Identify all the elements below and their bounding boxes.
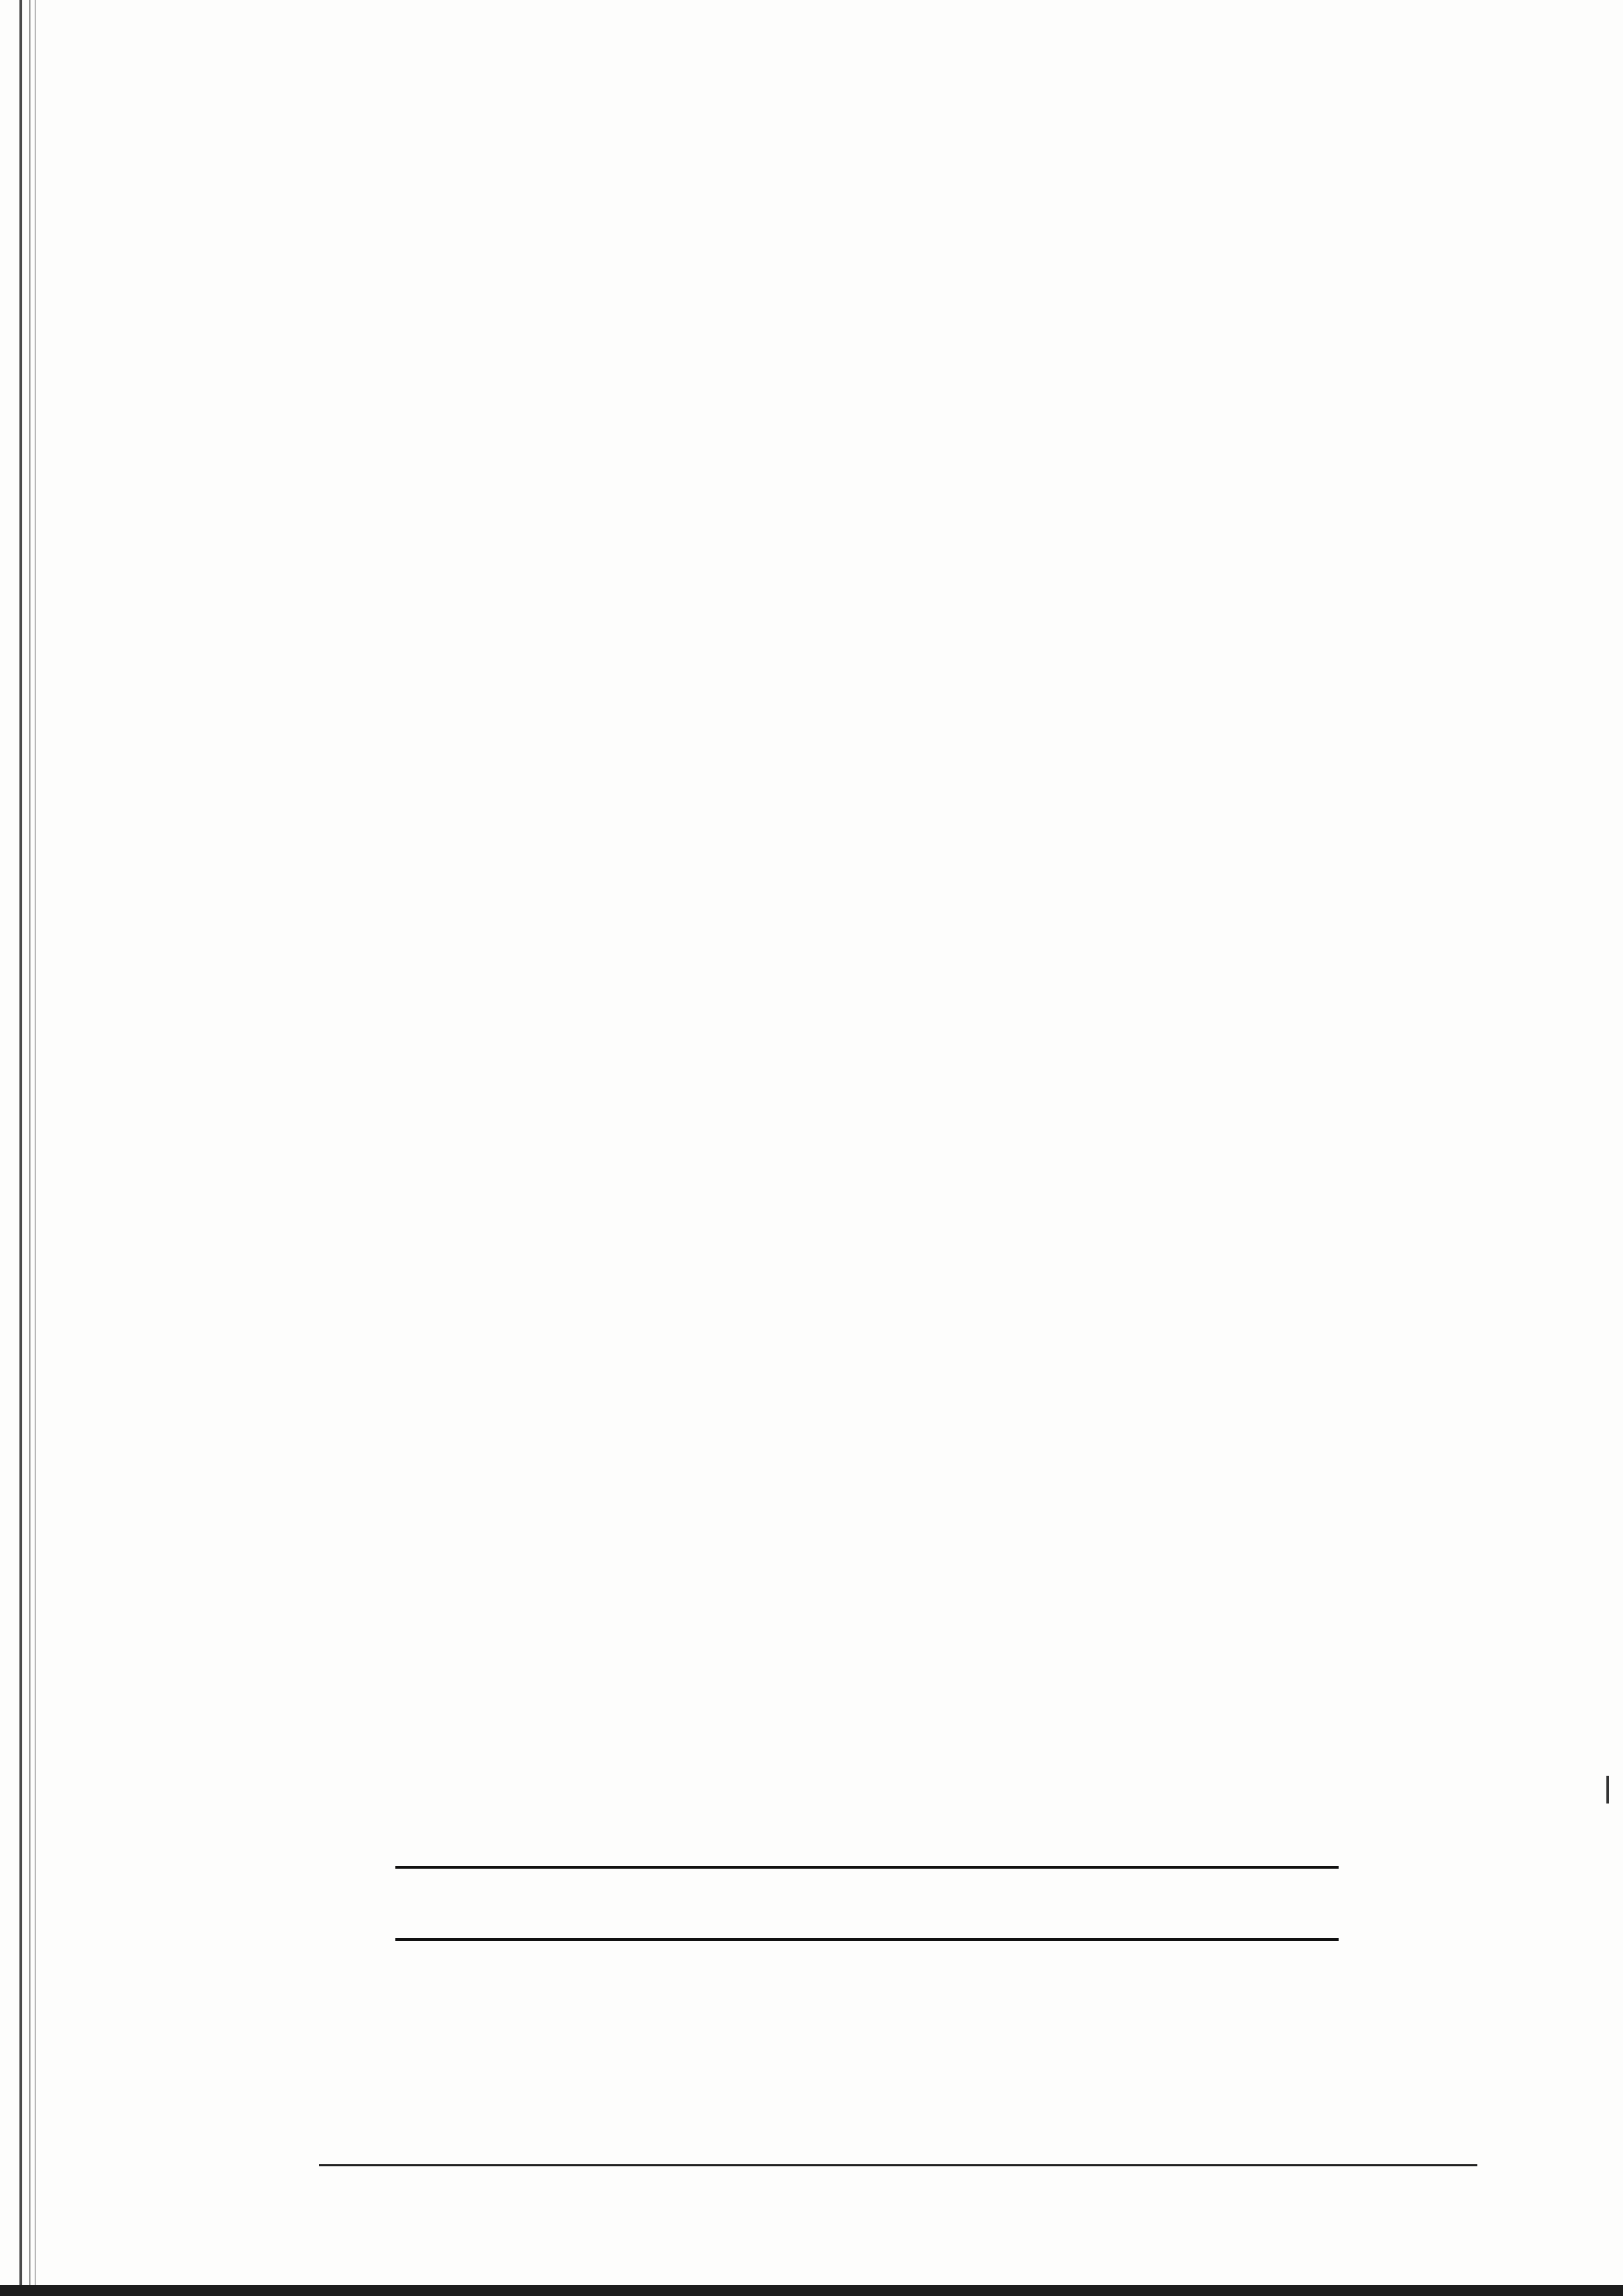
text-line	[298, 1379, 1477, 1462]
verse-line	[395, 1869, 1380, 1938]
binding-shadow	[35, 0, 36, 2296]
page-header	[298, 271, 1477, 326]
text-line	[298, 636, 1477, 719]
body-text-continued	[298, 1963, 1477, 2128]
scan-bottom-edge	[0, 2285, 1623, 2296]
text-line	[298, 884, 1477, 966]
text-line	[298, 1709, 1477, 1792]
text-line	[298, 1214, 1477, 1296]
scan-artifact	[1606, 1776, 1609, 1804]
text-line	[298, 1544, 1477, 1627]
text-line	[298, 471, 1477, 554]
text-line	[298, 2046, 1477, 2128]
verse-divider	[395, 1938, 1339, 1941]
binding-edge	[19, 0, 31, 2296]
verse-block	[395, 1797, 1380, 1941]
text-line	[298, 801, 1477, 884]
text-line	[298, 554, 1477, 636]
body-text	[298, 388, 1477, 1957]
text-line	[298, 719, 1477, 801]
text-line	[298, 1049, 1477, 1131]
text-line	[298, 1963, 1477, 2046]
text-line	[298, 1296, 1477, 1379]
footnote-divider	[319, 2164, 1477, 2166]
text-line	[298, 1462, 1477, 1544]
text-line	[298, 1131, 1477, 1214]
text-line	[298, 966, 1477, 1049]
text-line	[298, 388, 1477, 471]
verse-line	[395, 1797, 1380, 1866]
text-line	[298, 1627, 1477, 1709]
